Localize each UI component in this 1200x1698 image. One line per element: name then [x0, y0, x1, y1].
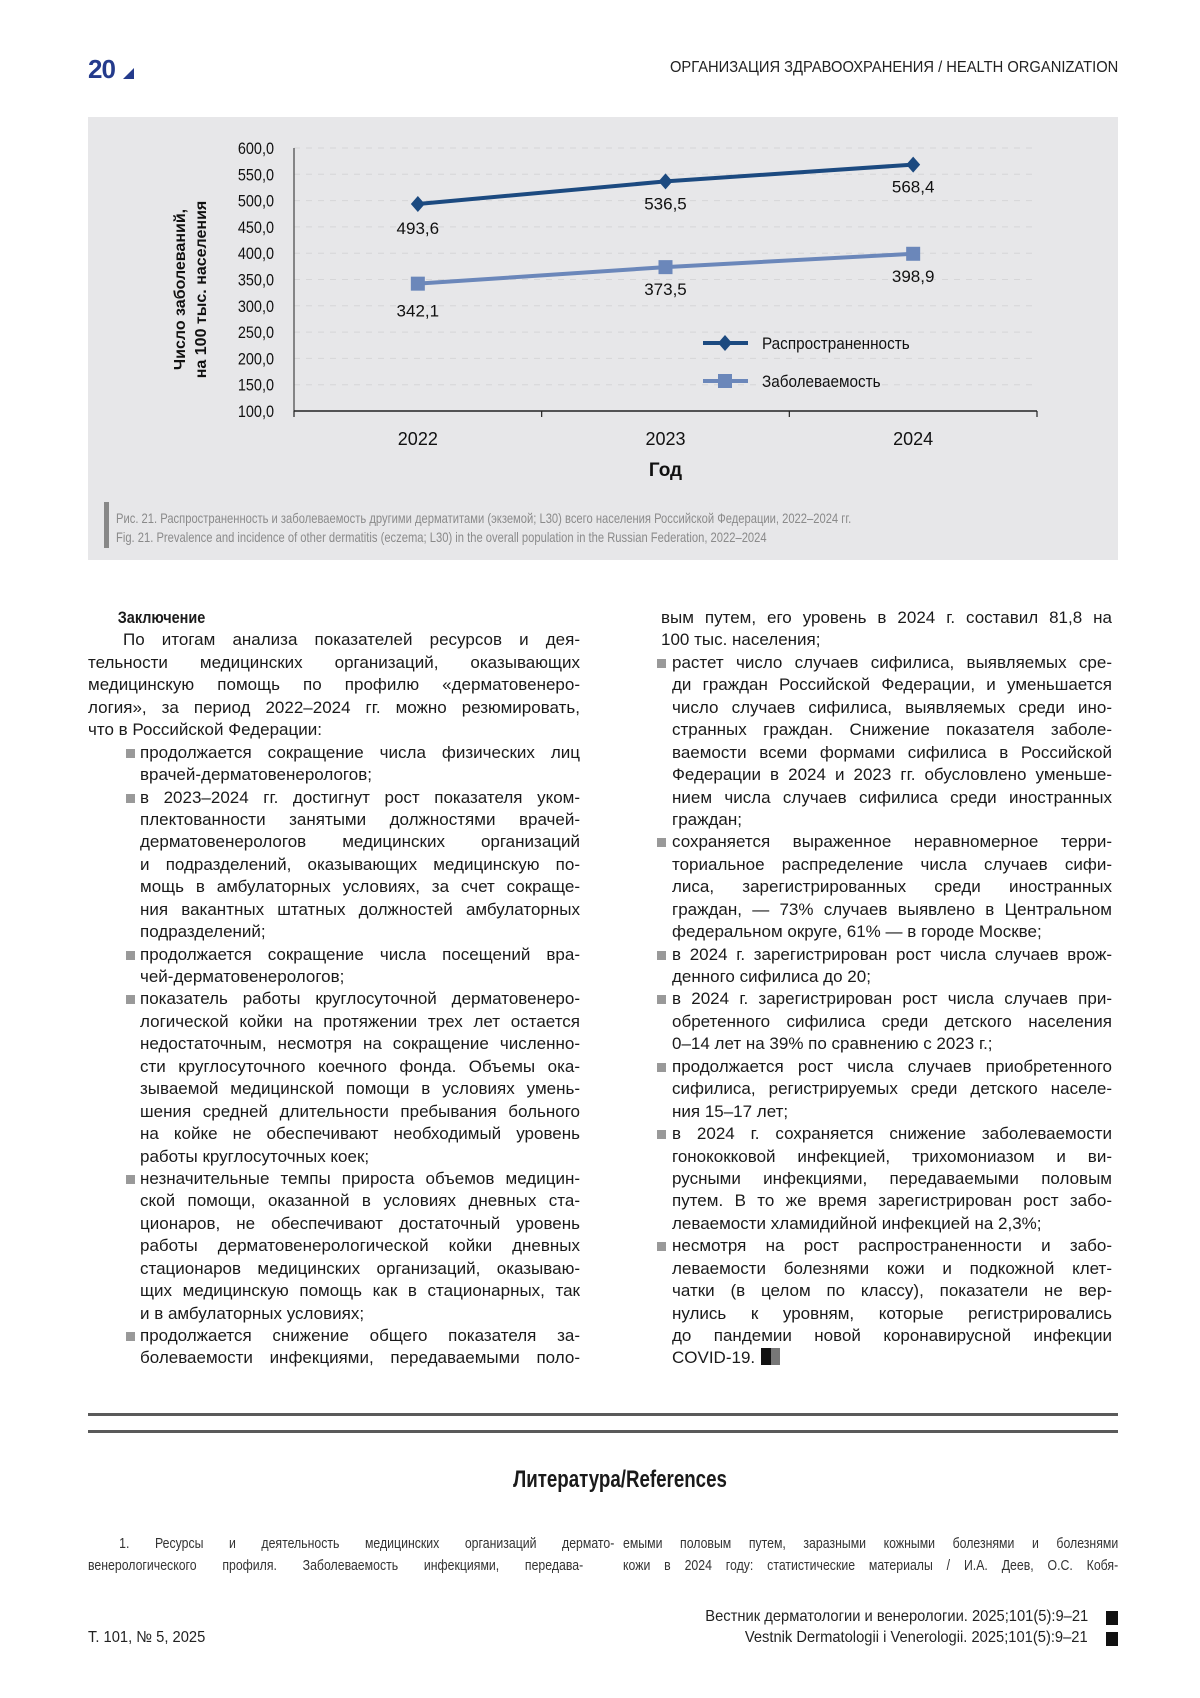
bullet-item: [88, 988, 580, 1168]
divider-rule: [88, 1413, 1118, 1416]
page-corner-triangle-icon: [123, 68, 134, 79]
data-label: 536,5: [644, 194, 687, 214]
bullet-line: сифилиса, регистрируемых среди детского населе-: [672, 1079, 1112, 1099]
bullet-line: ния 15–17 лет;: [672, 1101, 789, 1121]
page-number: 20: [88, 54, 115, 84]
reference-line: емыми половым путем, заразными кожными болезнями и болезнями: [623, 1535, 1119, 1552]
bullet-item: [661, 1235, 1112, 1370]
y-tick-label: 550,0: [237, 166, 274, 185]
bullet-square-icon: [126, 1175, 135, 1184]
footer-citation-ru: Вестник дерматологии и венерологии. 2025;101(5):9–21: [705, 1608, 1088, 1625]
paragraph-line: 100 тыс. населения;: [661, 630, 821, 650]
bullet-line: лиса, зарегистрированных среди иностранных: [672, 877, 1112, 897]
divider-rule: [88, 1430, 1118, 1433]
bullet-line: стационаров медицинских организаций, оказываю-: [140, 1258, 580, 1278]
bullet-line: ториальное распределение числа случаев сифи-: [672, 854, 1112, 874]
reference-right: [623, 1532, 1118, 1577]
bullet-line: ваемости всеми формами сифилиса в Российской: [672, 742, 1112, 762]
data-point-marker: [906, 247, 920, 261]
footer-square-icon: [1106, 1632, 1118, 1646]
data-point-marker: [411, 277, 425, 291]
x-tick-label: 2023: [645, 429, 686, 449]
bullet-line: нием числа случаев сифилиса среди иностранных: [672, 787, 1112, 807]
bullet-line: леваемости болезнями кожи и подкожной клет-: [672, 1258, 1112, 1278]
running-head: ОРГАНИЗАЦИЯ ЗДРАВООХРАНЕНИЯ / HEALTH ORGANIZATION: [669, 59, 1118, 76]
bullet-item: [661, 988, 1112, 1055]
left-column: [88, 607, 580, 1370]
bullet-line: продолжается снижение общего показателя за-: [140, 1326, 580, 1345]
x-tick-label: 2024: [893, 429, 934, 449]
y-axis-title: Число заболеваний,: [172, 208, 189, 371]
bullet-item: [88, 787, 580, 944]
y-tick-label: 400,0: [237, 245, 274, 264]
bullet-line: Федерации в 2024 и 2023 гг. обусловлено уменьше-: [672, 765, 1112, 785]
bullet-line: ской помощи, оказанной в условиях дневных ста-: [140, 1191, 580, 1211]
data-label: 568,4: [891, 177, 935, 197]
legend-diamond-icon: [718, 335, 732, 351]
bullet-line: путем. В то же время зарегистрирован рост забо-: [672, 1191, 1112, 1211]
bullet-square-icon: [657, 1063, 666, 1072]
legend-square-icon: [718, 374, 732, 388]
y-tick-label: 100,0: [237, 402, 274, 422]
bullet-item: [661, 652, 1112, 832]
footer-citation-en: Vestnik Dermatologii i Venerologii. 2025;101(5):9–21: [745, 1629, 1088, 1646]
data-point-marker: [906, 157, 920, 173]
data-point-marker: [659, 260, 673, 274]
caption-bar: [104, 502, 109, 548]
reference-left: [88, 1532, 615, 1577]
bullet-line: в 2024 г. зарегистрирован рост числа случаев врож-: [672, 944, 1112, 964]
figure-21: [88, 117, 1118, 560]
bullet-square-icon: [657, 838, 666, 847]
y-tick-label: 300,0: [237, 297, 274, 317]
footer-volume: Т. 101, № 5, 2025: [88, 1629, 206, 1646]
data-point-marker: [411, 196, 425, 212]
bullet-line: зываемой медицинской помощи в условиях умень-: [140, 1079, 580, 1099]
x-tick-label: 2022: [397, 429, 438, 449]
bullet-line: логической койки на протяжении трех лет остается: [140, 1011, 580, 1031]
bullet-square-icon: [126, 794, 135, 803]
bullet-line: чей-дерматовенерологов;: [140, 967, 345, 986]
caption-en: Fig. 21. Prevalence and incidence of other dermatitis (eczema; L30) in the overall population in the Russian Federation, 2022–2024: [116, 529, 767, 545]
bullet-line: ния вакантных штатных должностей амбулаторных: [140, 899, 580, 919]
bullet-line: русными инфекциями, передаваемыми половым: [672, 1168, 1112, 1188]
y-tick-label: 200,0: [237, 350, 274, 369]
reference-line: 1. Ресурсы и деятельность медицинских организаций дермато-: [119, 1535, 615, 1552]
bullet-line: растет число случаев сифилиса, выявляемых сре-: [672, 652, 1112, 672]
bullet-line: до пандемии новой коронавирусной инфекции: [672, 1326, 1112, 1345]
y-tick-label: 350,0: [237, 271, 274, 290]
bullet-square-icon: [126, 749, 135, 758]
y-tick-label: 600,0: [237, 139, 274, 159]
legend-label: Заболеваемость: [762, 372, 881, 392]
bullet-line: несмотря на рост распространенности и забо-: [672, 1236, 1112, 1256]
bullet-line: на койке не обеспечивают необходимый уровень: [140, 1124, 580, 1144]
paragraph-line: По итогам анализа показателей ресурсов и дея-: [123, 630, 580, 650]
bullet-line: и в амбулаторных условиях;: [140, 1303, 365, 1323]
y-tick-label: 450,0: [237, 218, 274, 238]
bullet-line: мощь в амбулаторных условиях, за счет сокраще-: [140, 877, 580, 897]
bullet-line: ционаров, не обеспечивают достаточный уровень: [140, 1213, 580, 1233]
paragraph-line: тельности медицинских организаций, оказывающих: [88, 652, 580, 672]
paragraph-line: медицинскую помощь по профилю «дерматовенеро-: [88, 675, 580, 695]
bullet-line: продолжается рост числа случаев приобретенного: [672, 1056, 1112, 1076]
bullet-line: щих медицинскую помощь как в стационарных, так: [140, 1281, 580, 1301]
reference-line: венерологического профиля. Заболеваемость инфекциями, передава-: [88, 1557, 584, 1575]
bullet-line: гонококковой инфекцией, трихомониазом и ви-: [672, 1146, 1112, 1166]
bullet-square-icon: [126, 1332, 135, 1341]
bullet-line: работы круглосуточных коек;: [140, 1146, 370, 1166]
bullet-line: федеральном округе, 61% — в городе Москве;: [672, 922, 1042, 942]
bullet-item: [661, 1123, 1112, 1235]
bullet-item: [661, 1056, 1112, 1123]
y-tick-label: 500,0: [237, 192, 274, 211]
bullet-item: [661, 831, 1112, 943]
bullet-line: граждан, — 73% случаев выявлено в Центральном: [672, 899, 1112, 919]
y-axis-title: на 100 тыс. населения: [193, 200, 210, 379]
bullet-square-icon: [657, 1242, 666, 1251]
bullet-line: врачей-дерматовенерологов;: [140, 765, 372, 785]
bullet-line: незначительные темпы прироста объемов медицин-: [140, 1168, 580, 1188]
bullet-square-icon: [657, 995, 666, 1004]
bullet-square-icon: [657, 659, 666, 668]
bullet-line: в 2024 г. сохраняется снижение заболеваемости: [672, 1124, 1112, 1144]
bullet-line: чатки (в целом по классу), показатели не вер-: [672, 1281, 1112, 1301]
bullet-line: в 2024 г. зарегистрирован рост числа случаев при-: [672, 989, 1112, 1009]
footer-square-icon: [1106, 1611, 1118, 1625]
bullet-line: подразделений;: [140, 922, 266, 942]
bullet-line: 0–14 лет на 39% по сравнению с 2023 г.;: [672, 1034, 993, 1054]
bullet-item: [88, 1325, 580, 1370]
bullet-line: продолжается сокращение числа посещений вра-: [140, 944, 580, 964]
bullet-square-icon: [657, 951, 666, 960]
line-chart: [88, 117, 1118, 497]
right-column: [661, 607, 1112, 1370]
bullet-line: нулись к уровням, которые регистрировались: [672, 1303, 1112, 1323]
bullet-item: [661, 944, 1112, 989]
paragraph-line: вым путем, его уровень в 2024 г. составил 81,8 на: [661, 608, 1112, 627]
data-label: 398,9: [891, 266, 935, 286]
y-tick-label: 150,0: [237, 376, 274, 396]
x-axis-title: Год: [648, 460, 683, 481]
bullet-line: сти круглосуточного коечного фонда. Объемы ока-: [140, 1056, 580, 1076]
paragraph-line: что в Российской Федерации:: [88, 720, 322, 740]
bullet-item: [88, 742, 580, 787]
bullet-item: [88, 944, 580, 989]
bullet-line: число случаев сифилиса, выявляемых среди ино-: [672, 697, 1112, 717]
bullet-line: обретенного сифилиса среди детского населения: [672, 1011, 1112, 1031]
bullet-square-icon: [126, 995, 135, 1004]
bullet-line: и подразделений, оказывающих медицинскую по-: [140, 854, 580, 874]
bullet-line: леваемости хламидийной инфекцией на 2,3%;: [672, 1213, 1042, 1233]
legend-label: Распространенность: [762, 334, 910, 354]
bullet-line: сохраняется выраженное неравномерное терри-: [672, 832, 1112, 852]
y-tick-label: 250,0: [237, 324, 274, 343]
bullet-line: в 2023–2024 гг. достигнут рост показателя уком-: [140, 787, 580, 807]
bullet-square-icon: [657, 1130, 666, 1139]
bullet-line: COVID-19.: [672, 1347, 1112, 1369]
bullet-line: болеваемости инфекциями, передаваемыми поло-: [140, 1348, 580, 1368]
bullet-line: дерматовенерологов медицинских организаций: [140, 832, 580, 852]
section-heading: Заключение: [117, 608, 206, 627]
bullet-line: странных граждан. Снижение показателя заболе-: [672, 720, 1112, 740]
bullet-line: денного сифилиса до 20;: [672, 967, 871, 986]
bullet-square-icon: [126, 951, 135, 960]
data-label: 342,1: [396, 301, 440, 321]
data-label: 373,5: [644, 280, 687, 300]
bullet-line: граждан;: [672, 809, 742, 829]
reference-line: кожи в 2024 году: статистические материалы / И.А. Деев, О.С. Кобя-: [623, 1557, 1119, 1575]
references-title: Литература/References: [513, 1466, 727, 1493]
bullet-line: ди граждан Российской Федерации, и уменьшается: [672, 675, 1112, 695]
bullet-line: продолжается сокращение числа физических лиц: [140, 742, 580, 762]
end-of-text-mark-icon: [761, 1348, 780, 1365]
data-label: 493,6: [396, 218, 440, 238]
bullet-line: работы дерматовенерологической койки дневных: [140, 1236, 580, 1256]
caption-ru: Рис. 21. Распространенность и заболеваемость другими дерматитами (экземой; L30) всего населения Российской Федерации, 2022–2024 гг.: [116, 510, 852, 526]
bullet-line: плектованности занятыми должностями врачей-: [140, 809, 580, 829]
bullet-line: шения средней длительности пребывания больного: [140, 1101, 580, 1121]
bullet-line: недостаточным, несмотря на сокращение численно-: [140, 1034, 580, 1054]
bullet-item: [88, 1168, 580, 1325]
bullet-line: показатель работы круглосуточной дерматовенеро-: [140, 989, 580, 1009]
data-point-marker: [659, 173, 673, 189]
paragraph-line: логия», за период 2022–2024 гг. можно резюмировать,: [88, 697, 580, 717]
